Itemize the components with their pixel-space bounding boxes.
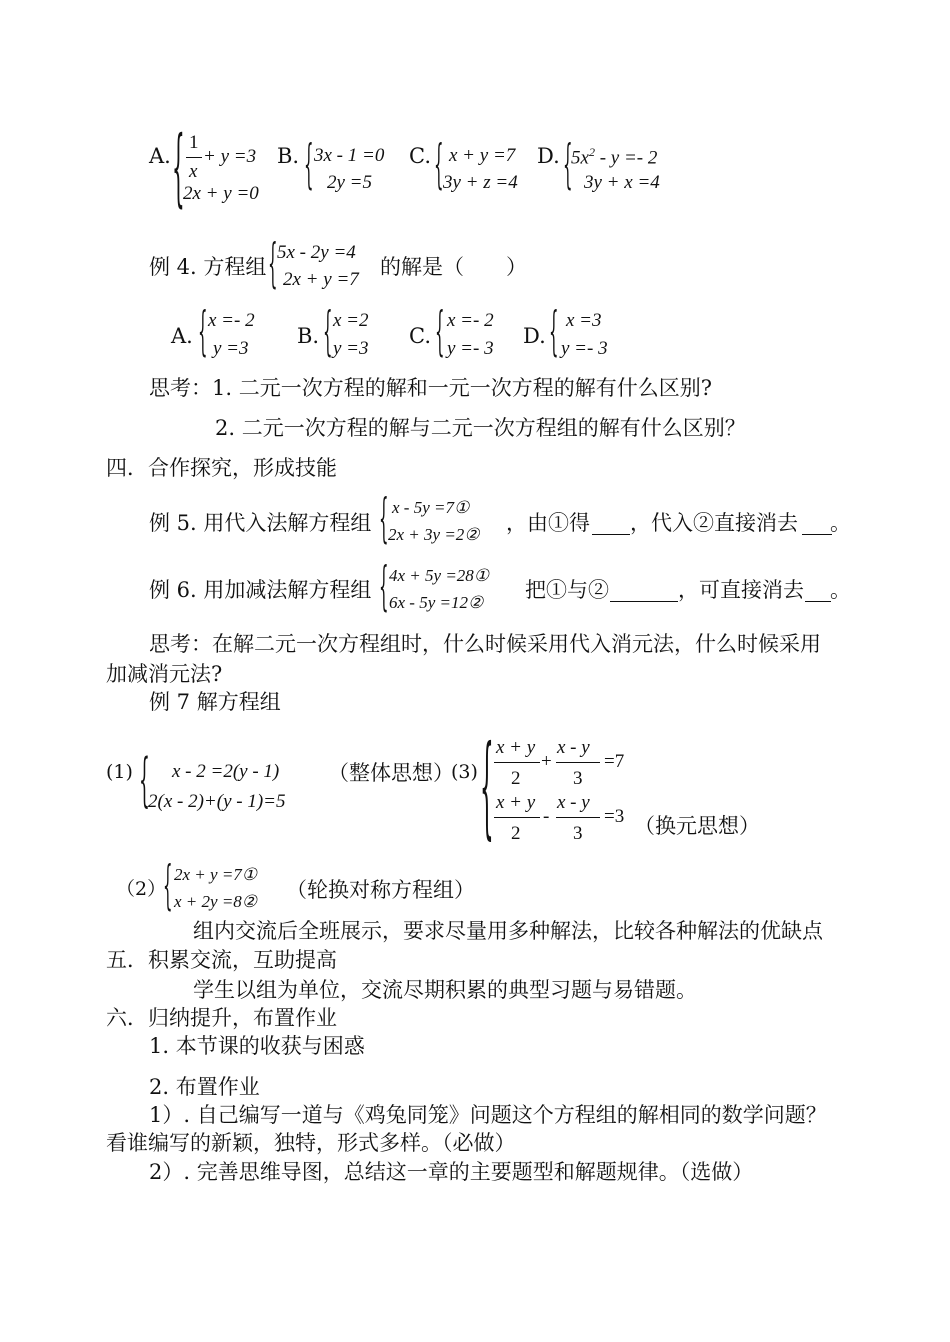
answer-blank[interactable] xyxy=(802,514,832,535)
think-3-line-2: 加减消元法? xyxy=(106,662,223,686)
fraction-bar xyxy=(556,762,600,763)
brace: { xyxy=(480,722,494,852)
think-1: 思考：1. 二元一次方程的解和一元一次方程的解有什么区别? xyxy=(149,376,712,400)
brace: { xyxy=(549,301,559,363)
brace: { xyxy=(323,301,333,363)
brace: { xyxy=(434,134,444,196)
brace: { xyxy=(163,855,173,917)
homework-2: 2）. 完善思维导图，总结这一章的主要题型和解题规律。（选做） xyxy=(149,1160,754,1184)
think-2: 2. 二元一次方程的解与二元一次方程组的解有什么区别？ xyxy=(215,416,746,440)
equation: $5x^2 - y =- 2$ xyxy=(571,145,658,169)
homework-1-line-1: 1）. 自己编写一道与《鸡兔同笼》问题这个方程组的解相同的数学问题？ xyxy=(149,1103,827,1127)
answer-blank[interactable] xyxy=(592,514,630,535)
brace: { xyxy=(139,746,150,815)
fraction-bar xyxy=(494,817,540,818)
brace: { xyxy=(304,134,314,196)
fraction-bar xyxy=(556,817,600,818)
item-1: 1. 本节课的收获与困惑 xyxy=(149,1034,365,1058)
brace: { xyxy=(379,488,389,550)
section-6-heading: 六．归纳提升，布置作业 xyxy=(106,1006,337,1030)
brace: { xyxy=(172,119,185,217)
section-4-heading: 四．合作探究，形成技能 xyxy=(106,456,337,480)
group-exchange-text: 组内交流后全班展示，要求尽量用多种解法，比较各种解法的优缺点 xyxy=(193,919,823,943)
fraction-bar xyxy=(494,762,540,763)
section-5-heading: 五．积累交流，互助提高 xyxy=(106,948,337,972)
brace: { xyxy=(563,134,573,196)
section-5-text: 学生以组为单位，交流尽期积累的典型习题与易错题。 xyxy=(193,978,697,1002)
example7-heading: 例 7 解方程组 xyxy=(149,690,281,714)
homework-1-line-2: 看谁编写的新颖，独特，形式多样。（必做） xyxy=(106,1131,516,1155)
brace: { xyxy=(379,556,389,618)
answer-blank[interactable] xyxy=(805,581,831,602)
brace: { xyxy=(435,301,445,363)
answer-blank[interactable] xyxy=(610,581,678,602)
fraction-bar xyxy=(186,157,202,158)
brace: { xyxy=(268,233,278,295)
think-3-line-1: 思考：在解二元一次方程组时，什么时候采用代入消元法，什么时候采用 xyxy=(149,632,821,656)
brace: { xyxy=(198,301,208,363)
item-2: 2. 布置作业 xyxy=(149,1075,260,1099)
